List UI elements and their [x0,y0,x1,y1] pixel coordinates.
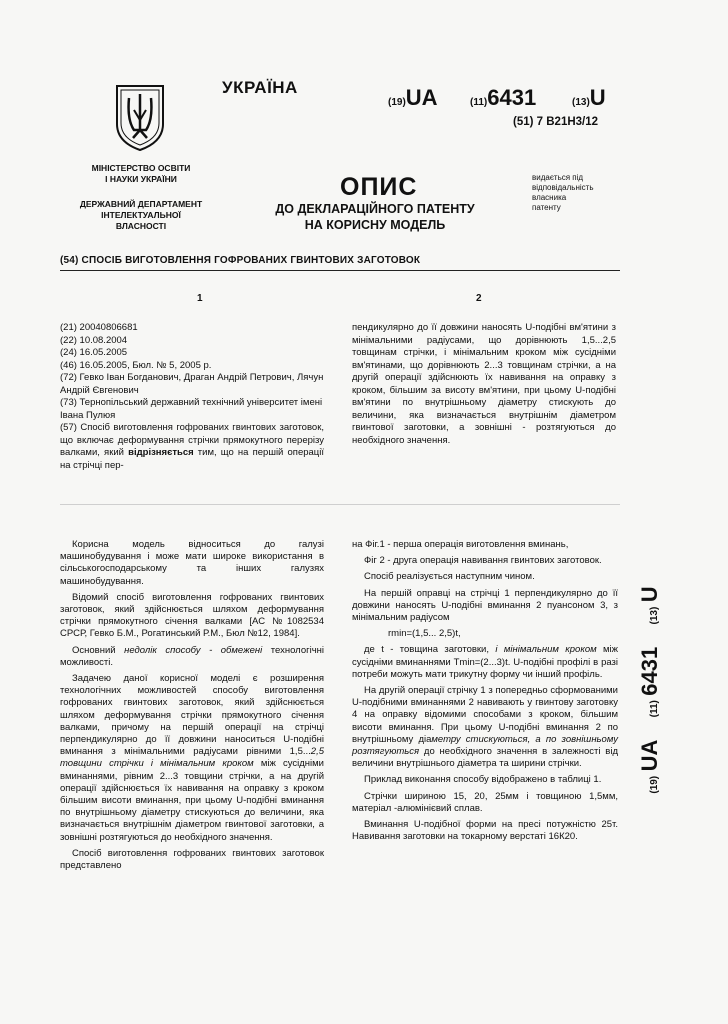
note-line-3: власника [532,193,567,202]
claim-continuation: пендикулярно до її довжини наносять U-подібні вм'ятини з мінімальними радіусами, що дорівнюють 1,5...2,5 товщинам стрічки, і мінімальним кроком між сусідніми вм'ятинами, що дорівнюють 2...3 товщинам стрічки, а на другій операції здійснюють їх навивання на оправку з кроком, більшим за висоту вм'ятини, при цьому U-подібні вм'ятини по внутрішньому діаметру стискують до величини, яка визначається внутрішнім діаметром гвинтової заготовки, а зовнішні - розтягуються до необхідного значення. [352,322,616,446]
biblio-73: (73) Тернопільський державний технічний університет імені Івана Пулюя [60,397,323,421]
desc-right-p1: на Фіг.1 - перша операція виготовлення вминань, [352,539,569,550]
desc-right-p9: Вминання U-подібної форми на пресі потужністю 25т. Навивання заготовки на токарному верстаті 16К20. [352,819,618,843]
ministry-line-2: І НАУКИ УКРАЇНИ [105,174,177,184]
claim-distinguishing-word: відрізняється [128,447,194,458]
document-subtitle-2: НА КОРИСНУ МОДЕЛЬ [304,218,446,232]
desc-left-p3-a: Основний [72,644,125,656]
bibliographic-data [60,322,324,472]
desc-right-p6-italic: метру стискуються, а по зовнішньому розтягуються [352,733,618,758]
desc-left-p1: Корисна модель відноситься до галузі машинобудування і може мати широке використання в сільськогосподарському та інших галузях машинобудування. [60,539,324,587]
ipc-value: B21H3/12 [546,116,599,128]
ministry-line-1: МІНІСТЕРСТВО ОСВІТИ [91,163,191,173]
biblio-72: (72) Гевко Іван Богданович, Драган Андрій Петрович, Лячун Андрій Євгенович [60,372,324,396]
desc-left-p2: Відомий спосіб виготовлення гофрованих гвинтових заготовок, який здійснюється шляхом деформування стрічки прямокутного січення валками [АС №1082534 СРСР, Гевко Б.М., Рогатинський Р.М., Бюл №12, 1984]. [60,591,324,640]
code-13 [572,85,606,111]
document-subtitle-1: ДО ДЕКЛАРАЦІЙНОГО ПАТЕНТУ [275,202,475,216]
desc-left-p4 [60,673,324,844]
note-line-1: видається під [532,173,584,182]
ipc-label: (51) 7 [513,116,544,128]
biblio-22: (22) 10.08.2004 [60,334,128,346]
desc-right-p5-italic: і мінімальним кроком [495,644,597,656]
invention-title: (54) СПОСІБ ВИГОТОВЛЕННЯ ГОФРОВАНИХ ГВИНТОВИХ ЗАГОТОВОК [60,255,421,266]
dept-line-1: ДЕРЖАВНИЙ ДЕПАРТАМЕНТ [79,199,203,209]
side-label-13: (13) [649,606,660,625]
claim-text-end: тим, що на першій операції на стрічці пер- [60,447,324,471]
desc-right-p5 [352,644,618,681]
desc-right-p6-b: до необхідного значення в залежності від величини внутрішнього діаметра та ширини стрічки. [352,746,618,770]
desc-left-p4-a: Задачею даної корисної моделі є розширення технологічних можливостей способу виготовлення гофрованих гвинтових заготовок, який здійснюється шляхом деформування стрічки прямокутного січення валками, причому на першій операції на стрічці перпендикулярно до її довжини наноситься U-подібні вминання з мінімальними радіусами рівними 1,5... [60,673,324,758]
desc-right-p2: Фіг 2 - друга операція навивання гвинтових заготовок. [364,555,602,567]
side-ua: UA [637,739,662,772]
desc-right-p7: Приклад виконання способу відображено в таблиці 1. [364,774,602,786]
code-19-label: (19) [388,97,406,108]
section-divider [60,504,620,505]
code-13-label: (13) [572,97,590,108]
side-label-11: (11) [649,700,660,718]
desc-right-p6 [352,685,618,770]
title-divider [60,270,620,271]
side-patent-code [620,560,680,820]
desc-left-p3-italic: недолік способу - обмежені [124,644,263,656]
note-line-4: патенту [532,203,561,212]
column-number-2: 2 [476,293,482,304]
code-11 [470,85,536,111]
code-13-value: U [589,85,606,110]
biblio-46: (46) 16.05.2005, Бюл. № 5, 2005 р. [60,359,212,371]
country-name: УКРАЇНА [222,78,298,97]
code-11-value: 6431 [487,85,537,110]
ipc-code [513,116,598,128]
side-u: U [637,586,662,603]
formula-rmin: rmin=(1,5... 2,5)t, [388,628,461,640]
trident-emblem-icon [103,80,177,154]
desc-right-p8: Стрічки шириною 15, 20, 25мм і товщиною 1,5мм, матеріал -алюмінієвий сплав. [352,790,618,814]
code-19 [388,85,438,111]
column-number-1: 1 [197,293,203,304]
desc-left-p4-b: між сусідніми вминаннями, рівним 2...3 товщини стрічки, а на другій операції здійснюється їх навивання на оправку з кроком більшим висоти вминання, при цьому U-подібні вминання по внутрішньому діаметру стискуються до величини, яка визначається внутрішнім діаметром гвинтової заготовки, а зовнішні розтягуються до необхідного значення. [60,758,324,843]
code-19-value: UA [405,85,438,110]
note-line-2: відповідальність [532,183,594,192]
desc-left-p3-b: технологічні можливості. [60,644,324,668]
claim-text-start: (57) Спосіб виготовлення гофрованих гвинтових заготовок, що включає деформування стрічки прямокутного перерізу валками, який [60,422,324,458]
desc-left-p5: Спосіб виготовлення гофрованих гвинтових заготовок представлено [60,847,324,872]
biblio-57 [60,422,324,472]
description-left-column [60,539,324,876]
dept-line-2: ІНТЕЛЕКТУАЛЬНОЇ [101,210,181,220]
dept-line-3: ВЛАСНОСТІ [115,221,167,231]
biblio-24: (24) 16.05.2005 [60,347,128,358]
desc-right-p4: На першій оправці на стрічці 1 перпендикулярно до її довжини наносять U-подібні вминання 2 пуансоном 3, з мінімальним радіусом [352,587,618,624]
document-type-title: ОПИС [340,173,418,201]
ministry-name [76,163,206,185]
desc-left-p3 [60,645,324,669]
desc-right-p5-a: де t - товщина заготовки, [364,644,496,656]
biblio-21: (21) 20040806681 [60,322,138,333]
side-label-19: (19) [649,775,660,794]
department-name [66,199,216,232]
desc-right-p5-b: між сусідніми вминаннями Tmin=(2...3)t. U-подібні профілі в разі потреби можуть мати трикутну форму чи інший профіль. [352,644,618,680]
responsibility-note [532,173,622,213]
code-11-label: (11) [470,97,488,108]
desc-right-p6-a: На другій операції стрічку 1 з попередньо сформованими U-подібними вминаннями 2 навивають у гвинтову заготовку 4 на оправку відомими способами з кроком, більшим висоти вминання. При цьому U-подібні вминання 2 по внутрішньому діа [352,685,618,745]
description-right-column [352,539,618,847]
side-number: 6431 [637,646,662,696]
desc-left-p4-italic: 2,5 товщини стрічки і мінімальним кроком [60,746,324,770]
desc-right-p3: Спосіб реалізується наступним чином. [364,571,535,583]
